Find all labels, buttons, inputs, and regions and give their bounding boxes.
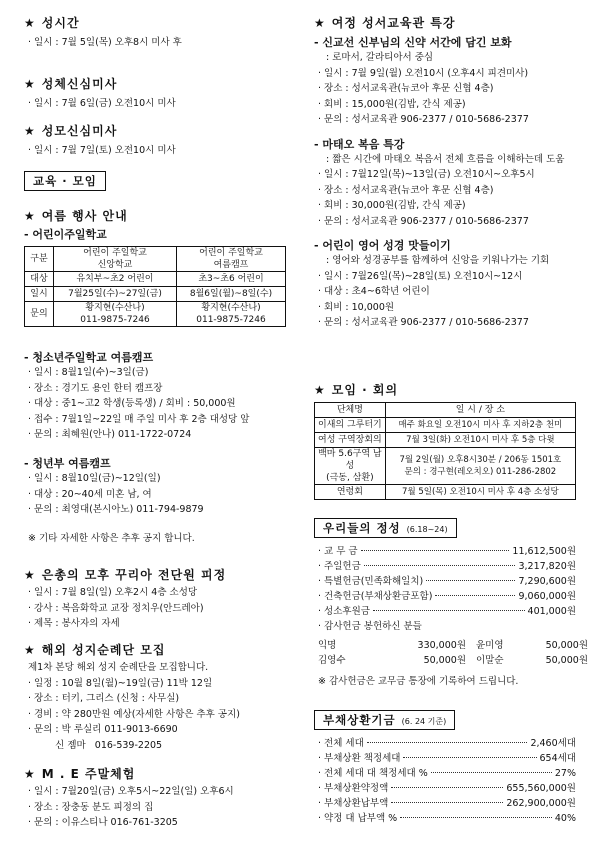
subsection-desc: : 영어와 성경공부를 함께하여 신앙을 키워나가는 기회: [326, 255, 550, 266]
table-cell: 백마 5.6구역 남성 (극동, 삼환): [315, 448, 386, 485]
table-cell: 8월6일(월)~8일(수): [176, 287, 285, 302]
subsection-desc: : 로마서, 갈라티아서 중심: [326, 52, 434, 63]
list-item: · 성소후원금 401,000원: [318, 606, 576, 617]
star-bullet-icon: ★: [24, 77, 36, 91]
info-line: · 문의 : 이유스티나 016-761-3205: [28, 817, 178, 828]
section-young-adult-camp: [24, 455, 294, 518]
info-line: · 문의 : 박 루실리 011-9013-6690: [28, 724, 178, 735]
info-line: · 문의 : 최혜원(안나) 011-1722-0724: [28, 429, 192, 440]
table-row: [25, 302, 286, 327]
info-line: · 일시 : 7월20일(금) 오후5시~22일(일) 오후6시: [28, 786, 234, 797]
list-item: · 특별헌금(민족화해일치) 7,290,600원: [318, 576, 576, 587]
table-cell: 대상: [25, 272, 54, 287]
section-title: ★ 모임 · 회의: [314, 383, 399, 397]
section-holy-hour: [24, 14, 294, 51]
section-title: ★ 성시간: [24, 16, 80, 30]
subsection-title: - 청년부 여름캠프: [24, 457, 111, 470]
table-cell: 구분: [25, 247, 54, 272]
donor-row: 익명 330,000원 윤미영 50,000원: [318, 639, 588, 651]
section-eucharist-mass: [24, 75, 294, 112]
list-item: · 부채상환 책정세대 654세대: [318, 753, 576, 764]
table-cell: 여성 구역장회의: [315, 433, 386, 448]
star-bullet-icon: ★: [24, 209, 36, 223]
info-line: · 대상 : 20~40세 미혼 남, 여: [28, 488, 152, 500]
table-header-row: [25, 247, 286, 272]
period-label: (6. 24 기준): [401, 717, 447, 726]
info-line: · 회비 : 10,000원: [318, 301, 395, 313]
table-row: [315, 485, 576, 500]
table-cell: 유치부~초2 어린이: [54, 272, 177, 287]
table-row: [315, 418, 576, 433]
edu-header: [24, 171, 294, 191]
subsection-desc: : 짧은 시간에 마태오 복음서 전체 흐름을 이해하는데 도움: [326, 153, 565, 165]
debt-header: 부채상환기금 (6. 24 기준): [314, 710, 455, 730]
table-cell: 7월 5일(목) 오전10시 미사 후 4층 소성당: [385, 485, 575, 500]
section-title: ★ 여름 행사 안내: [24, 209, 128, 223]
table-cell: 일시: [25, 287, 54, 302]
section-debt-fund: [314, 710, 584, 826]
info-line: 신 젬마 016-539-2205: [28, 739, 163, 751]
schedule-line: · 일시 : 7월 5일(목) 오후8시 미사 후: [28, 37, 182, 48]
subsection-title: - 어린이주일학교: [24, 228, 107, 241]
list-item: · 건축헌금(부채상환금포함) 9,060,000원: [318, 591, 576, 602]
table-cell: 이새의 그루터기: [315, 418, 386, 433]
offering-note: ※ 감사헌금은 교무금 통장에 기록하여 드립니다.: [318, 675, 519, 687]
section-title: ★ 은총의 모후 꾸리아 전단원 피정: [24, 568, 227, 582]
period-label: (6.18~24): [406, 525, 448, 534]
subsection-title: - 어린이 영어 성경 맛들이기: [314, 239, 451, 252]
table-row: [25, 272, 286, 287]
info-line: · 제목 : 봉사자의 자세: [28, 618, 120, 629]
summer-table: [24, 246, 286, 327]
table-row: [315, 448, 576, 485]
schedule-line: · 일시 : 7월 7일(토) 오전10시 미사: [28, 145, 176, 156]
list-item: · 전체 세대 대 책정세대 % 27%: [318, 768, 576, 779]
schedule-line: · 일시 : 7월 6일(금) 오전10시 미사: [28, 98, 176, 109]
list-item: · 교 무 금 11,612,500원: [318, 546, 576, 557]
offering-list: [314, 544, 588, 689]
table-cell: 황지현(수산나) 011-9875-7246: [176, 302, 285, 327]
section-summer-events: [24, 207, 294, 327]
intro-line: 제1차 본당 해외 성지 순례단을 모집합니다.: [28, 662, 209, 673]
section-title: ★ M . E 주말체험: [24, 767, 136, 781]
list-item: · 부채상환약정액 655,560,000원: [318, 783, 576, 794]
info-line: · 일시 : 7월26일(목)~28일(토) 오전10시~12시: [318, 270, 523, 282]
list-item: · 부채상환납부액 262,900,000원: [318, 798, 576, 809]
offering-header: 우리들의 정성 (6.18~24): [314, 518, 457, 538]
table-cell: 문의: [25, 302, 54, 327]
section-pilgrimage: [24, 641, 294, 753]
section-youth-camp: [24, 349, 294, 443]
table-cell: 어린이 주일학교 여름캠프: [176, 247, 285, 272]
star-bullet-icon: ★: [314, 16, 326, 30]
list-item: · 약정 대 납부액 % 40%: [318, 813, 576, 824]
edu-header-label: 교육 · 모임: [24, 171, 106, 191]
info-line: · 일정 : 10월 8일(월)~19일(금) 11박 12일: [28, 677, 213, 689]
info-line: · 강사 : 복음화학교 교장 정치우(안드레아): [28, 602, 204, 614]
table-cell: 매주 화요일 오전10시 미사 후 지하2층 천미: [385, 418, 575, 433]
star-bullet-icon: ★: [24, 643, 36, 657]
table-cell: 어린이 주일학교 신앙학교: [54, 247, 177, 272]
table-cell: 7월 2일(월) 오후8시30분 / 206동 1501호 문의 : 경구현(레오치오) 011-286-2802: [385, 448, 575, 485]
list-item: · 전체 세대 2,460세대: [318, 738, 576, 749]
subsection-title: - 신교선 신부님의 신약 서간에 담긴 보화: [314, 36, 512, 49]
info-line: · 일시 : 8월10일(금)~12일(일): [28, 473, 161, 484]
info-line: · 회비 : 30,000원(김밥, 간식 제공): [318, 200, 466, 211]
section-offerings: [314, 518, 588, 689]
table-cell: 7월25일(수)~27일(금): [54, 287, 177, 302]
subsection-title: - 청소년주일학교 여름캠프: [24, 351, 154, 364]
info-line: · 일시 : 8월1일(수)~3일(금): [28, 367, 149, 378]
table-cell: 황지현(수산나) 011-9875-7246: [54, 302, 177, 327]
debt-list: [314, 736, 576, 826]
star-bullet-icon: ★: [314, 383, 326, 397]
info-line: · 장소 : 경기도 용인 한터 캠프장: [28, 382, 163, 394]
info-line: · 일시 : 7월 9일(월) 오전10시 (오후4시 피견미사): [318, 67, 529, 79]
table-row: [25, 287, 286, 302]
section-bible-lectures: [314, 14, 584, 331]
info-line: · 장소 : 터키, 그리스 (신청 : 사무실): [28, 693, 180, 704]
section-title: ★ 여정 성서교육관 특강: [314, 16, 456, 30]
section-title: ★ 성체신심미사: [24, 77, 118, 91]
star-bullet-icon: ★: [24, 124, 36, 138]
info-line: · 장소 : 장충동 분도 피정의 집: [28, 801, 154, 813]
info-line: · 일시 : 7월 8일(일) 오후2시 4층 소성당: [28, 587, 198, 598]
table-cell: 단체명: [315, 403, 386, 418]
table-header-row: [315, 403, 576, 418]
section-title: ★ 해외 성지순례단 모집: [24, 643, 166, 657]
info-line: · 일시 : 7월12일(목)~13일(금) 오전10시~오후5시: [318, 169, 535, 180]
meeting-table: [314, 402, 576, 500]
info-line: · 경비 : 약 280만원 예상(자세한 사항은 추후 공지): [28, 708, 240, 720]
star-bullet-icon: ★: [24, 568, 36, 582]
info-line: · 대상 : 초4~6학년 어린이: [318, 286, 430, 297]
thanks-line: · 감사헌금 봉헌하신 분들: [318, 621, 422, 632]
donor-row: 김영수 50,000원 이말순 50,000원: [318, 654, 588, 666]
info-line: · 회비 : 15,000원(김밥, 간식 제공): [318, 98, 466, 110]
subsection-title: - 마태오 복음 특강: [314, 137, 405, 151]
section-meetings: [314, 381, 584, 500]
section-title: ★ 성모신심미사: [24, 124, 118, 138]
info-line: · 접수 : 7월1일~22일 매 주일 미사 후 2층 대성당 앞: [28, 413, 250, 425]
info-line: · 문의 : 최영대(본시아노) 011-794-9879: [28, 504, 204, 515]
info-line: · 대상 : 중1~고2 학생(등록생) / 회비 : 50,000원: [28, 398, 236, 409]
table-cell: 초3~초6 어린이: [176, 272, 285, 287]
info-line: · 문의 : 성서교육관 906-2377 / 010-5686-2377: [318, 114, 529, 125]
table-row: [315, 433, 576, 448]
section-marian-mass: [24, 122, 294, 159]
info-line: · 장소 : 성서교육관(뉴코아 후문 신협 4층): [318, 83, 494, 94]
section-curia-retreat: [24, 566, 294, 632]
section-me-weekend: [24, 765, 294, 831]
info-line: · 문의 : 성서교육관 906-2377 / 010-5686-2377: [318, 215, 529, 227]
list-item: · 주일헌금 3,217,820원: [318, 561, 576, 572]
info-line: · 장소 : 성서교육관(뉴코아 후문 신협 4층): [318, 184, 494, 196]
notice-line: ※ 기타 자세한 사항은 추후 공지 합니다.: [28, 533, 195, 544]
table-cell: 7월 3일(화) 오전10시 미사 후 5층 다윗: [385, 433, 575, 448]
table-cell: 일 시 / 장 소: [385, 403, 575, 418]
table-cell: 연령회: [315, 485, 386, 500]
star-bullet-icon: ★: [24, 767, 36, 781]
info-line: · 문의 : 성서교육관 906-2377 / 010-5686-2377: [318, 317, 529, 328]
star-bullet-icon: ★: [24, 16, 36, 30]
